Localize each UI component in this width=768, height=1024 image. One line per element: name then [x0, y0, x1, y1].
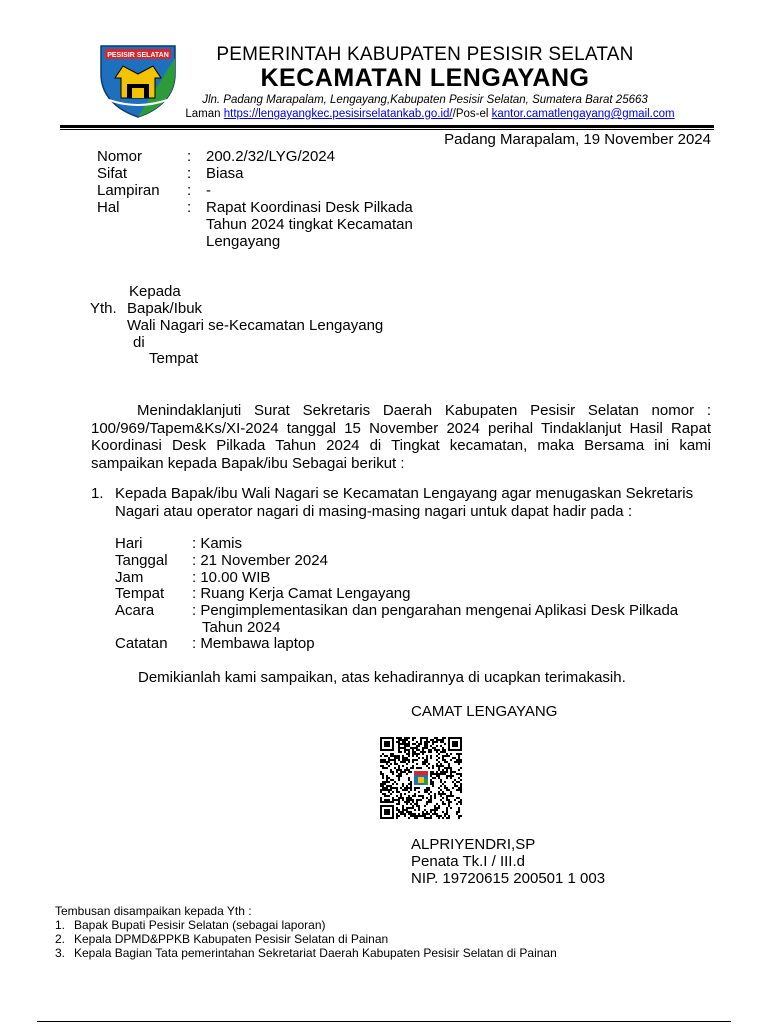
closing-text: Demikianlah kami sampaikan, atas kehadirannya di ucapkan terimakasih.: [138, 669, 626, 686]
tembusan-number: 3.: [55, 946, 66, 960]
website-link[interactable]: https://lengayangkec.pesisirselatankab.go.id/: [223, 108, 453, 120]
signature-rank: Penata Tk.I / III.d: [411, 853, 525, 870]
signature-name: ALPRIYENDRI,SP: [411, 836, 536, 853]
recipient-tempat: Tempat: [149, 350, 199, 367]
tembusan-number: 1.: [55, 918, 66, 932]
meta-value: Rapat Koordinasi Desk Pilkada Tahun 2024 tingkat Kecamatan Lengayang: [206, 199, 413, 250]
meta-colon: :: [187, 165, 192, 182]
meta-colon: :: [187, 182, 192, 199]
letterhead-rule-thick: [60, 125, 714, 128]
meta-value: -: [206, 182, 211, 199]
detail-label: Jam: [115, 569, 144, 586]
meta-label: Lampiran: [97, 182, 160, 199]
list-item-number: 1.: [91, 485, 104, 502]
detail-label: Tanggal: [115, 552, 168, 569]
detail-value: : Pengimplementasikan dan pengarahan mengenai Aplikasi Desk Pilkada: [192, 602, 679, 619]
detail-label: Acara: [115, 602, 155, 619]
tembusan-number: 2.: [55, 932, 66, 946]
recipient-bapak: Bapak/Ibuk: [127, 300, 203, 317]
detail-value: : 21 November 2024: [192, 552, 328, 569]
tembusan-text: Bapak Bupati Pesisir Selatan (sebagai laporan): [74, 918, 326, 932]
meta-label: Nomor: [97, 148, 143, 165]
body-paragraph: Menindaklanjuti Surat Sekretaris Daerah Kabupaten Pesisir Selatan nomor : 100/969/Tapem&Ks/XI-2024 tanggal 15 November 2024 perihal Tindaklanjut Hasil Rapat Koordinasi Desk Pilkada Tahun 2024 di Tingkat kecamatan, maka Bersama ini kami sampaikan kepada Bapak/ibu Sebagai berikut :: [91, 402, 711, 472]
kabupaten-logo: [99, 44, 177, 118]
detail-value: : Membawa laptop: [192, 635, 315, 652]
letterhead-government: PEMERINTAH KABUPATEN PESISIR SELATAN: [216, 44, 634, 65]
detail-label: Catatan: [115, 635, 168, 652]
letterhead-office: KECAMATAN LENGAYANG: [260, 64, 590, 92]
meta-colon: :: [187, 148, 192, 165]
letterhead-rule-thin: [60, 129, 714, 130]
tembusan-text: Kepala DPMD&PPKB Kabupaten Pesisir Selatan di Painan: [74, 932, 389, 946]
meta-value: 200.2/32/LYG/2024: [206, 148, 335, 165]
web-prefix: Laman: [185, 108, 224, 120]
detail-value: : Kamis: [192, 535, 243, 552]
detail-value: : 10.00 WIB: [192, 569, 271, 586]
signature-title: CAMAT LENGAYANG: [411, 703, 558, 720]
meta-label: Sifat: [97, 165, 128, 182]
letterhead-contact: Laman https://lengayangkec.pesisirselatankab.go.id//Pos-el kantor.camatlengayang@gmail.com: [185, 108, 675, 120]
meta-value: Biasa: [206, 165, 244, 182]
meta-colon: :: [187, 199, 192, 216]
detail-value: : Ruang Kerja Camat Lengayang: [192, 585, 411, 602]
meta-label: Hal: [97, 199, 120, 216]
logo-banner-text: PESISIR SELATAN: [107, 52, 169, 59]
tembusan-text: Kepala Bagian Tata pemerintahan Sekretariat Daerah Kabupaten Pesisir Selatan di Painan: [74, 946, 557, 960]
letter-date: Padang Marapalam, 19 November 2024: [444, 131, 711, 148]
recipient-kepada: Kepada: [129, 283, 181, 300]
detail-label: Hari: [115, 535, 143, 552]
tembusan-heading: Tembusan disampaikan kepada Yth :: [55, 904, 252, 918]
detail-label: Tempat: [115, 585, 165, 602]
footer-rule: [37, 1021, 731, 1022]
list-item-text: Kepada Bapak/ibu Wali Nagari se Kecamatan Lengayang agar menugaskan Sekretaris Nagari atau operator nagari di masing-masing nagari untuk dapat hadir pada :: [115, 485, 694, 520]
signature-nip: NIP. 19720615 200501 1 003: [411, 870, 606, 887]
recipient-di: di: [133, 334, 145, 351]
letterhead-address: Jln. Padang Marapalam, Lengayang,Kabupaten Pesisir Selatan, Sumatera Barat 25663: [202, 94, 648, 106]
email-prefix: Pos-el: [455, 108, 492, 120]
recipient-name: Wali Nagari se-Kecamatan Lengayang: [127, 317, 384, 334]
detail-value: Tahun 2024: [202, 619, 281, 636]
qr-code: [376, 735, 466, 821]
recipient-yth: Yth.: [90, 300, 117, 317]
email-link[interactable]: kantor.camatlengayang@gmail.com: [491, 108, 675, 120]
